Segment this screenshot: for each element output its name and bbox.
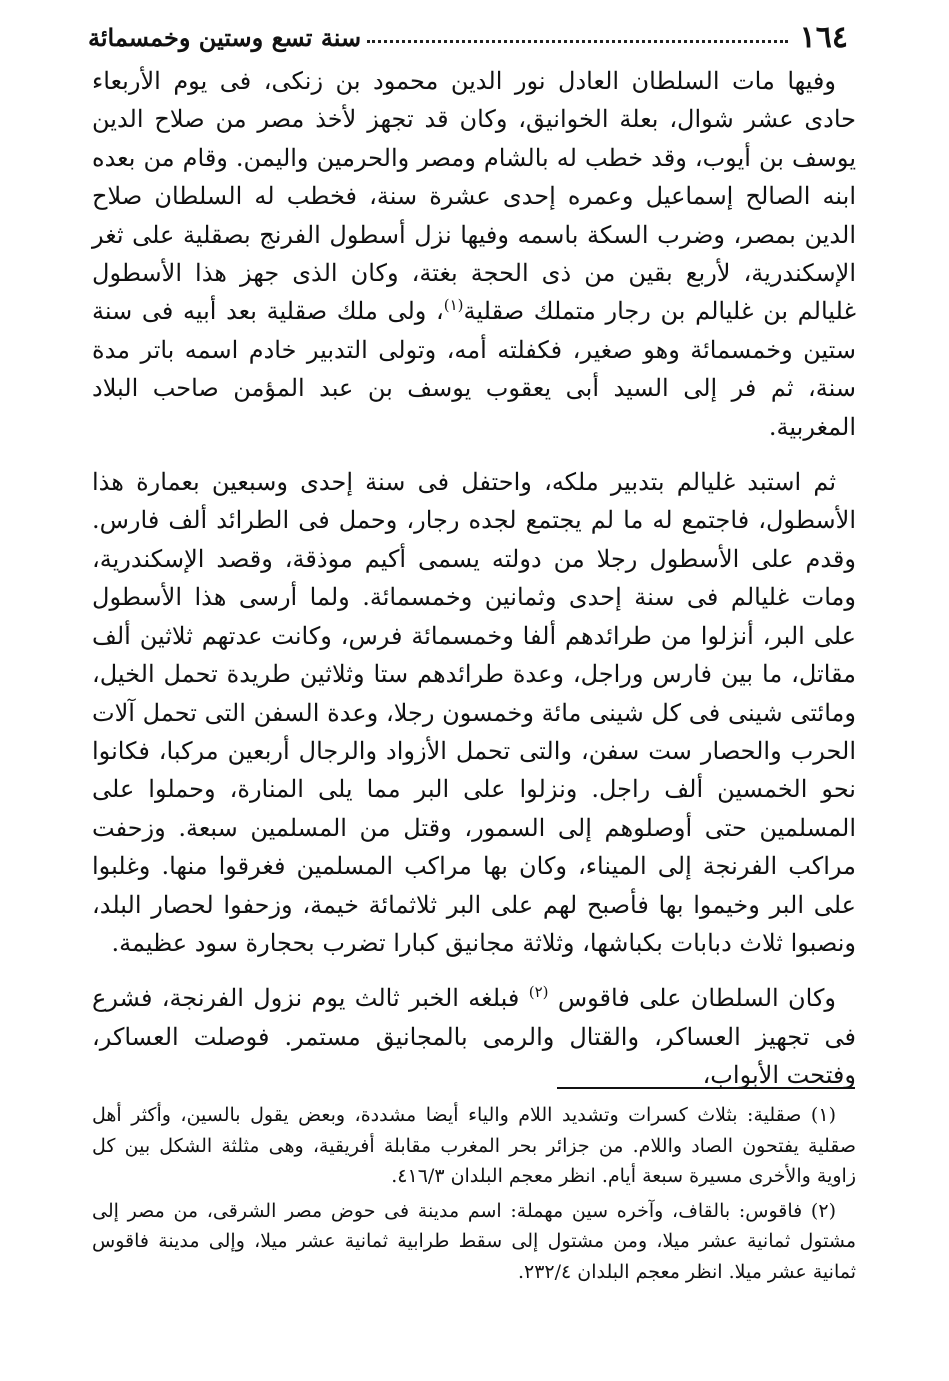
footnotes <box>92 1100 856 1287</box>
main-text <box>92 62 856 1095</box>
footnote: (٢) فاقوس: بالقاف، وآخره سين مهملة: اسم مدينة فى حوض مصر الشرقى، من مصر إلى مشتول ثمانية عشر ميلا، ومن مشتول إلى سقط طرابية ثمانية عشر ميلا، وإلى مدينة فاقوس ثمانية عشر ميلا. انظر معجم البلدان ٢٣٢/٤. <box>92 1199 856 1283</box>
paragraph-text: وفيها مات السلطان العادل نور الدين محمود بن زنكى، فى يوم الأربعاء حادى عشر شوال، بعلة الخوانيق، وكان قد تجهز لأخذ مصر من صلاح الدين يوسف بن أيوب، وقد خطب له بالشام ومصر والحرمين واليمن. وقام من بعده ابنه الصالح إسماعيل وعمره إحدى عشرة سنة، فخطب له السلطان صلاح الدين بمصر، وضرب السكة باسمه وفيها نزل أسطول الفرنج بصقلية على ثغر الإسكندرية، لأربع بقين من ذى الحجة بغتة، وكان الذى جهز هذا الأسطول غليالم بن غليالم بن رجار متملك صقلية <box>92 67 856 326</box>
paragraph-text: فبلغه الخبر ثالث يوم نزول الفرنجة، فشرع فى تجهيز العساكر، والقتال والرمى بالمجانيق مستمر. فوصلت العساكر، وفتحت الأبواب، <box>92 984 856 1090</box>
leader-dots <box>367 40 788 43</box>
paragraph-text: ، ولى ملك صقلية بعد أبيه فى سنة ستين وخمسمائة وهو صغير، فكفلته أمه، وتولى التدبير خادم اسمه باتر مدة سنة، ثم فر إلى السيد أبى يعقوب يوسف بن عبد المؤمن صاحب البلاد المغربية. <box>92 297 856 441</box>
footnote-marker: (١) <box>443 296 464 315</box>
paragraph-text: ثم استبد غليالم بتدبير ملكه، واحتفل فى سنة إحدى وسبعين بعمارة هذا الأسطول، فاجتمع له ما لم يجتمع لجده رجار، وحمل فى الطرائد ألف فارس. وقدم على الأسطول رجلا من دولته يسمى أكيم موذقة، وقصد الإسكندرية، ومات غليالم فى سنة إحدى وثمانين وخمسمائة. ولما أرسى هذا الأسطول على البر، أنزلوا من طرائدهم ألفا وخمسمائة فرس، وكانت عدتهم ثلاثين ألف مقاتل، ما بين فارس وراجل، وعدة طرائدهم ستا وثلاثين طريدة تحمل الخيل، ومائتى شينى فى كل شينى مائة وخمسون رجلا، وعدة السفن التى تحمل آلات الحرب والحصار ست سفن، والتى تحمل الأزواد والرجال أربعين مركبا، فكانوا نحو الخمسين ألف راجل. ونزلوا على البر مما يلى المنارة، وحملوا على المسلمين حتى أوصلوهم إلى السمور، وقتل من المسلمين سبعة. وزحفت مراكب الفرنجة إلى الميناء، وكان بها مراكب المسلمين فغرقوا منها. وغلبوا على البر وخيموا بها فأصبح لهم على البر ثلاثمائة خيمة، وزحفوا لحصار البلد، ونصبوا ثلاث دبابات بكباشها، وثلاثة مجانيق كبارا تضرب بحجارة سود عظيمة. <box>92 468 857 957</box>
footnote-marker: (٢) <box>528 983 549 1002</box>
running-title: سنة تسع وستين وخمسمائة <box>88 22 362 52</box>
paragraph <box>92 463 856 962</box>
paragraph <box>92 979 856 1094</box>
paragraph-text: وكان السلطان على فاقوس <box>557 984 836 1013</box>
page-number: ١٦٤ <box>799 19 848 55</box>
running-header <box>88 18 848 56</box>
footnote: (١) صقلية: بثلاث كسرات وتشديد اللام والياء أيضا مشددة، وبعض يقول بالسين، وأكثر أهل صقلية يفتحون الصاد واللام. من جزائر بحر المغرب مقابلة أفريقية، وهى مثلثة الشكل بين كل زاوية والأخرى مسيرة سبعة أيام. انظر معجم البلدان ٤١٦/٣. <box>92 1104 856 1187</box>
footnote-separator <box>557 1087 855 1089</box>
paragraph <box>92 62 856 446</box>
